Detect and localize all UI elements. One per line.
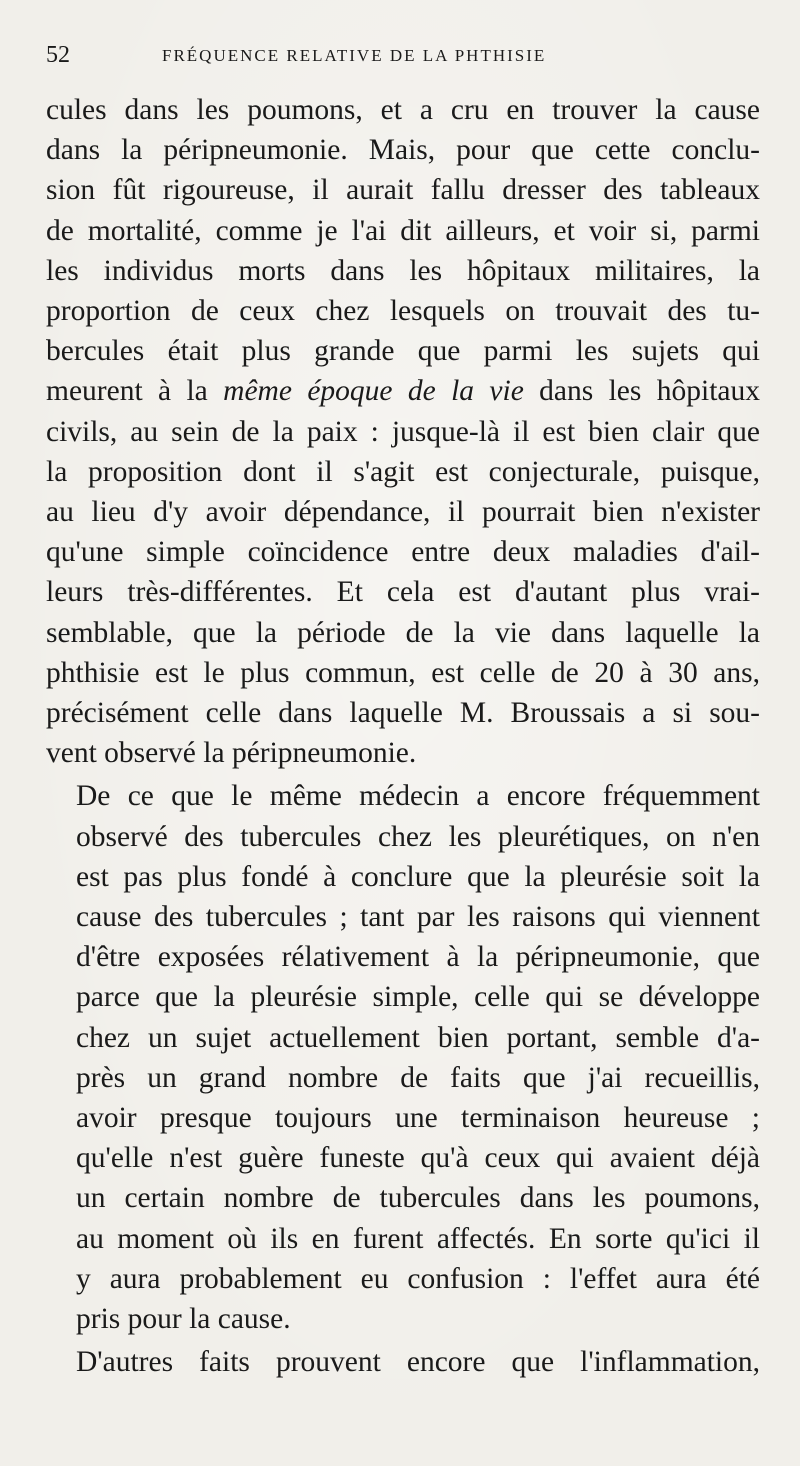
text-line: cause des tubercules ; tant par les raisons qui viennent <box>76 901 760 934</box>
text-line: chez un sujet actuellement bien portant, semble d'a- <box>76 1021 760 1054</box>
italic-phrase: même époque de la vie <box>223 375 524 408</box>
text-line: De ce que le même médecin a encore fréquemment <box>76 780 760 813</box>
text-line: vent observé la péripneumonie. <box>46 737 417 770</box>
text-segment: meurent à la <box>46 375 224 408</box>
text-line: cules dans les poumons, et a cru en trouver la cause <box>46 94 760 126</box>
text-line: est pas plus fondé à conclure que la pleurésie soit la <box>76 860 760 893</box>
text-line: sion fût rigoureuse, il aurait fallu dresser des tableaux <box>46 174 760 207</box>
text-line: semblable, que la période de la vie dans laquelle la <box>46 616 760 649</box>
paragraph-3 <box>46 1342 760 1382</box>
text-line: y aura probablement eu confusion : l'effet aura été <box>76 1262 760 1295</box>
text-line: les individus morts dans les hôpitaux militaires, la <box>46 254 760 287</box>
text-line: près un grand nombre de faits que j'ai recueillis, <box>76 1061 760 1094</box>
text-line-with-italic <box>46 371 760 411</box>
text-line: de mortalité, comme je l'ai dit ailleurs, et voir si, parmi <box>46 214 760 247</box>
text-line: la proposition dont il s'agit est conjecturale, puisque, <box>46 455 760 488</box>
text-line: leurs très-différentes. Et cela est d'autant plus vrai- <box>46 576 760 609</box>
text-line: proportion de ceux chez lesquels on trouvait des tu- <box>46 295 760 328</box>
text-line: bercules était plus grande que parmi les sujets qui <box>46 335 760 368</box>
text-line: au lieu d'y avoir dépendance, il pourrait bien n'exister <box>46 496 760 529</box>
text-line: avoir presque toujours une terminaison heureuse ; <box>76 1102 760 1135</box>
text-line: pris pour la cause. <box>76 1303 291 1336</box>
text-line: qu'une simple coïncidence entre deux maladies d'ail- <box>46 536 760 569</box>
running-title: FRÉQUENCE RELATIVE DE LA PHTHISIE <box>162 46 547 65</box>
text-line: parce que la pleurésie simple, celle qui se développe <box>76 981 760 1014</box>
paragraph-2 <box>46 776 760 1339</box>
running-head <box>46 38 760 82</box>
body-text <box>46 90 760 1383</box>
text-line: D'autres faits prouvent encore que l'inflammation, <box>76 1346 760 1379</box>
text-line: d'être exposées rélativement à la péripneumonie, que <box>76 941 760 974</box>
text-line: au moment où ils en furent affectés. En sorte qu'ici il <box>76 1222 760 1255</box>
text-line: civils, au sein de la paix : jusque-là il est bien clair que <box>46 415 760 448</box>
text-line: observé des tubercules chez les pleurétiques, on n'en <box>76 820 760 853</box>
text-segment: dans les hôpitaux <box>523 375 760 408</box>
paragraph-1 <box>46 90 760 773</box>
text-line: précisément celle dans laquelle M. Broussais a si sou- <box>46 697 760 730</box>
text-line: dans la péripneumonie. Mais, pour que cette conclu- <box>46 134 760 167</box>
text-line: un certain nombre de tubercules dans les poumons, <box>76 1182 760 1215</box>
page-number: 52 <box>46 42 70 68</box>
text-line: qu'elle n'est guère funeste qu'à ceux qui avaient déjà <box>76 1142 760 1175</box>
text-line: phthisie est le plus commun, est celle de 20 à 30 ans, <box>46 656 760 689</box>
